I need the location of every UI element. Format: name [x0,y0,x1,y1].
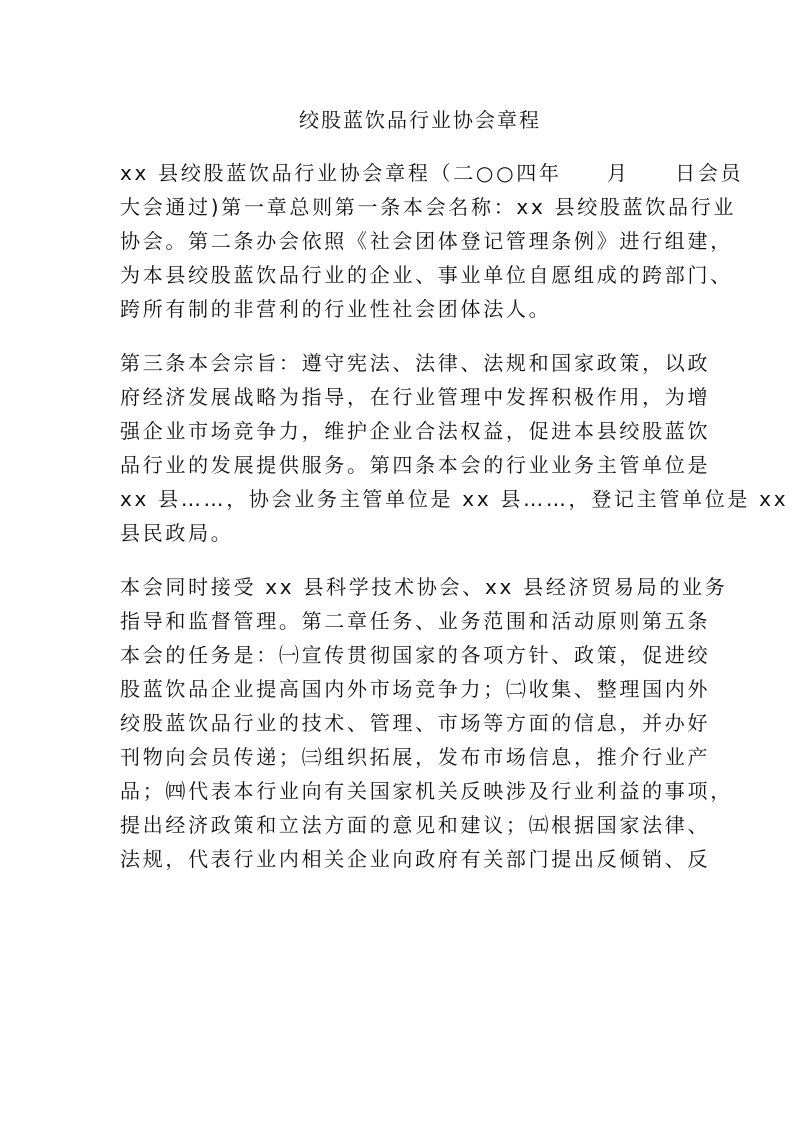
text-line: 大会通过)第一章总则第一条本会名称：xx 县绞股蓝饮品行业 [120,195,737,219]
text-line: xx 县绞股蓝饮品行业协会章程（二○○四年 月 日会员 [120,161,744,185]
paragraph-1 [120,156,744,326]
text-line: xx 县……，协会业务主管单位是 xx 县……，登记主管单位是 xx [120,487,789,511]
text-line: 跨所有制的非营利的行业性社会团体法人。 [120,297,552,321]
text-line: 县民政局。 [120,521,234,545]
text-line: 股蓝饮品企业提高国内外市场竞争力；㈡收集、整理国内外 [120,677,711,701]
text-line: 为本县绞股蓝饮品行业的企业、事业单位自愿组成的跨部门、 [120,263,733,287]
text-line: 绞股蓝饮品行业的技术、管理、市场等方面的信息，并办好 [120,711,711,735]
text-line: 品行业的发展提供服务。第四条本会的行业业务主管单位是 [120,453,711,477]
text-line: 指导和监督管理。第二章任务、业务范围和活动原则第五条 [120,609,711,633]
document-body [120,156,789,896]
paragraph-2 [120,346,789,550]
document-title: 绞股蓝饮品行业协会章程 [299,108,541,132]
text-line: 提出经济政策和立法方面的意见和建议；㈤根据国家法律、 [120,813,711,837]
text-line: 刊物向会员传递；㈢组织拓展，发布市场信息，推介行业产 [120,745,711,769]
text-line: 本会同时接受 xx 县科学技术协会、xx 县经济贸易局的业务 [120,575,728,599]
text-line: 法规，代表行业内相关企业向政府有关部门提出反倾销、反 [120,847,711,871]
text-line: 品；㈣代表本行业向有关国家机关反映涉及行业利益的事项， [120,779,733,803]
text-line: 本会的任务是：㈠宣传贯彻国家的各项方针、政策，促进绞 [120,643,711,667]
text-line: 第三条本会宗旨：遵守宪法、法律、法规和国家政策，以政 [120,351,711,375]
text-line: 协会。第二条办会依照《社会团体登记管理条例》进行组建， [120,229,733,253]
text-line: 府经济发展战略为指导，在行业管理中发挥积极作用，为增 [120,385,711,409]
paragraph-3 [120,570,733,876]
text-line: 强企业市场竞争力，维护企业合法权益，促进本县绞股蓝饮 [120,419,711,443]
